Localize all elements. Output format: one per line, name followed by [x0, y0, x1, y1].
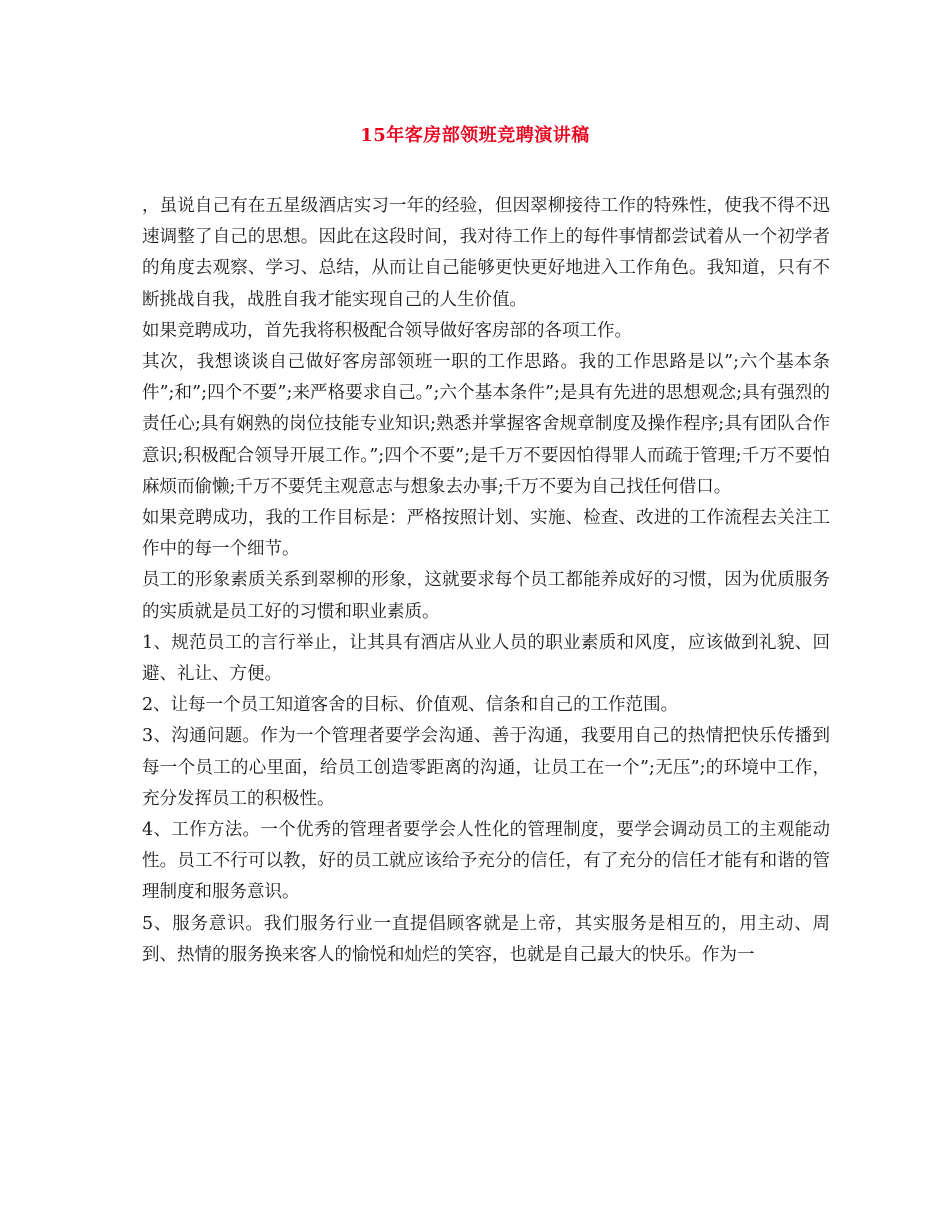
paragraph: 5、服务意识。我们服务行业一直提倡顾客就是上帝，其实服务是相互的，用主动、周到、热情的服务换来客人的愉悦和灿烂的笑容，也就是自己最大的快乐。作为一	[142, 913, 830, 965]
paragraph: 3、沟通问题。作为一个管理者要学会沟通、善于沟通，我要用自己的热情把快乐传播到每一个员工的心里面，给员工创造零距离的沟通，让员工在一个”;无压”;的环境中工作，充分发挥员工的积极性。	[142, 726, 830, 809]
paragraph: 如果竞聘成功，首先我将积极配合领导做好客房部的各项工作。	[142, 320, 632, 341]
paragraph: 2、让每一个员工知道客舍的目标、价值观、信条和自己的工作范围。	[142, 695, 679, 716]
paragraph: 其次，我想谈谈自己做好客房部领班一职的工作思路。我的工作思路是以”;六个基本条件”;和”;四个不要”;来严格要求自己。”;六个基本条件”;是具有先进的思想观念;具有强烈的责任心;具有娴熟的岗位技能专业知识;熟悉并掌握客舍规章制度及操作程序;具有团队合作意识;积极配合领导开展工作。”;四个不要”;是千万不要因怕得罪人而疏于管理;千万不要怕麻烦而偷懒;千万不要凭主观意志与想象去办事;千万不要为自己找任何借口。	[142, 352, 830, 497]
paragraph: 如果竞聘成功，我的工作目标是：严格按照计划、实施、检查、改进的工作流程去关注工作中的每一个细节。	[142, 508, 830, 560]
paragraph: 员工的形象素质关系到翠柳的形象，这就要求每个员工都能养成好的习惯，因为优质服务的实质就是员工好的习惯和职业素质。	[142, 570, 830, 622]
document-title: 15年客房部领班竞聘演讲稿	[360, 125, 590, 146]
document-body	[142, 191, 830, 971]
paragraph: ，虽说自己有在五星级酒店实习一年的经验，但因翠柳接待工作的特殊性，使我不得不迅速调整了自己的思想。因此在这段时间，我对待工作上的每件事情都尝试着从一个初学者的角度去观察、学习、总结，从而让自己能够更快更好地进入工作角色。我知道，只有不断挑战自我，战胜自我才能实现自己的人生价值。	[142, 196, 830, 310]
paragraph: 1、规范员工的言行举止，让其具有酒店从业人员的职业素质和风度，应该做到礼貌、回避、礼让、方便。	[142, 632, 830, 685]
paragraph: 4、工作方法。一个优秀的管理者要学会人性化的管理制度，要学会调动员工的主观能动性。员工不行可以教，好的员工就应该给予充分的信任，有了充分的信任才能有和谐的管理制度和服务意识。	[142, 820, 830, 903]
